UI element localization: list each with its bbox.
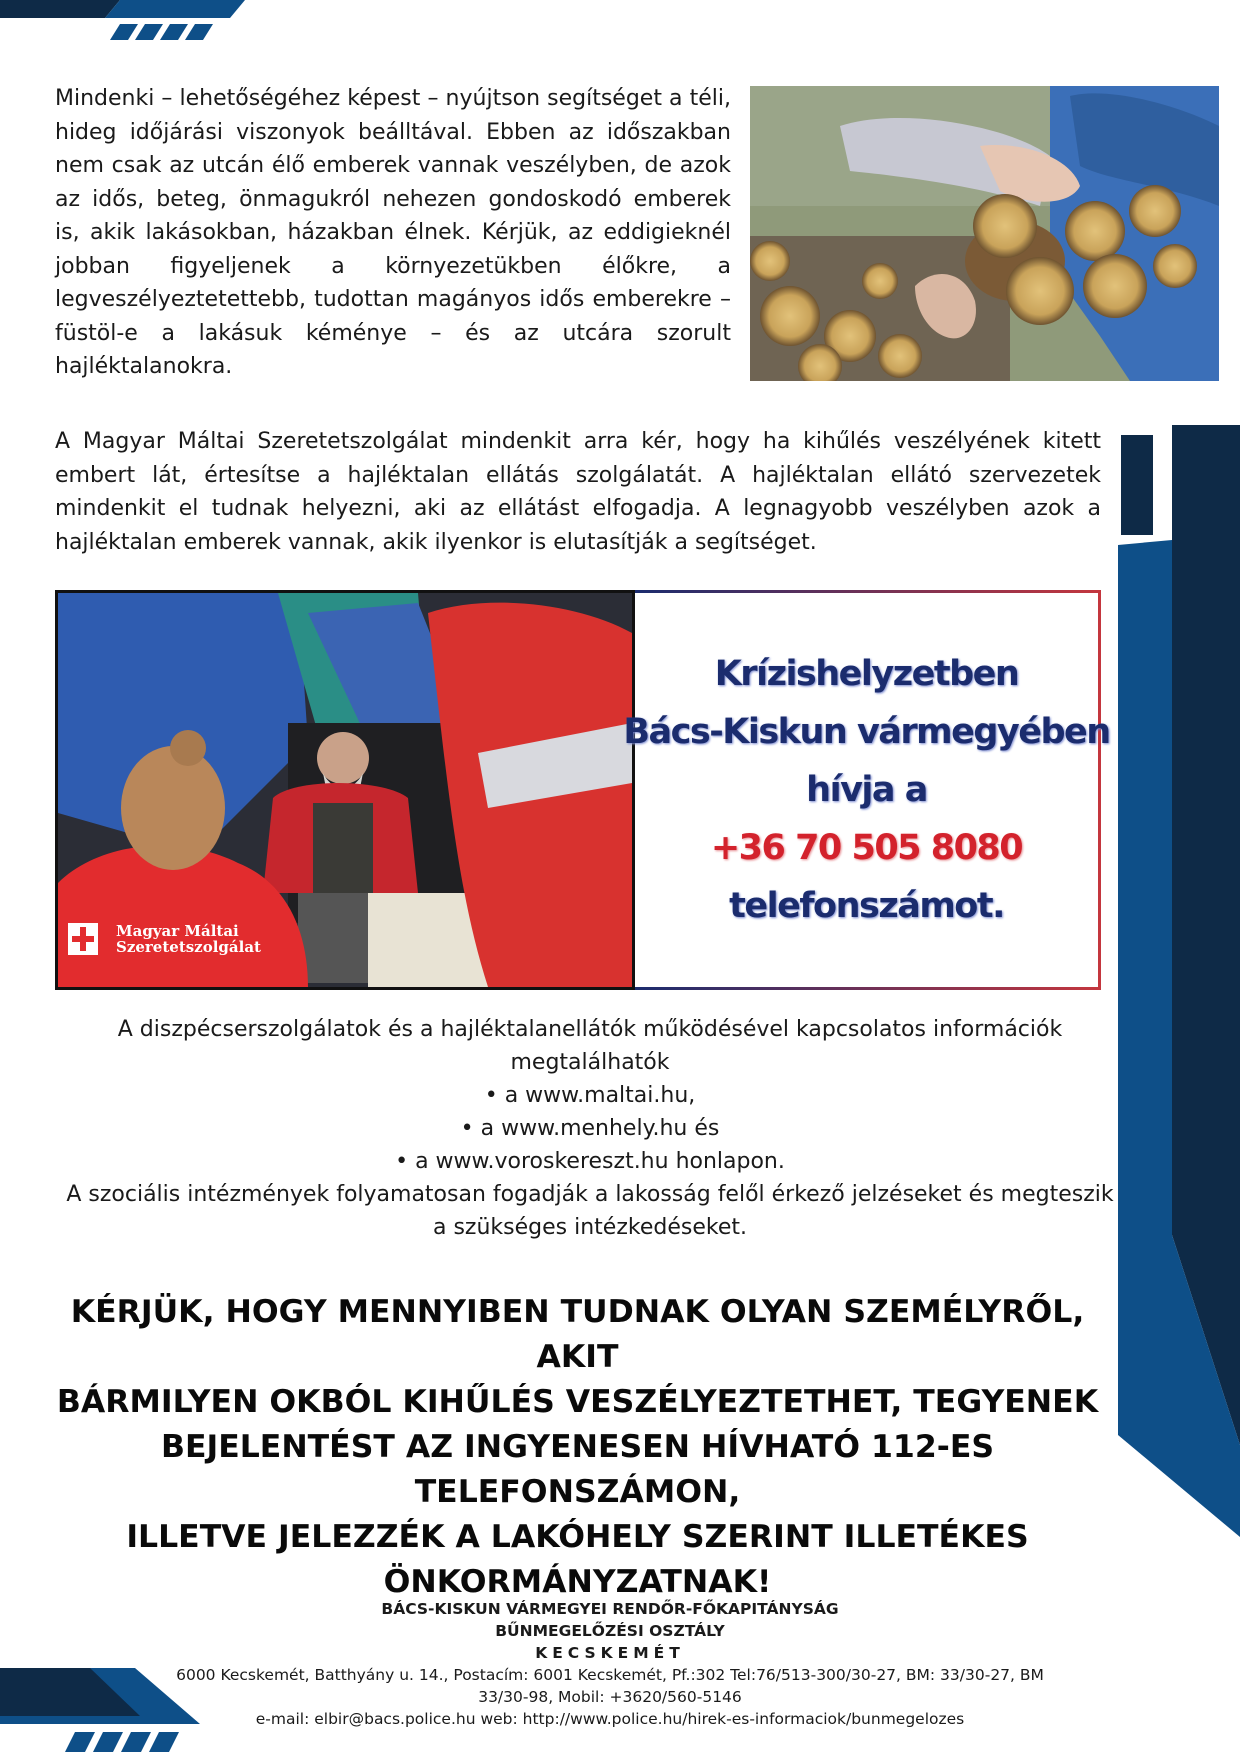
footer-address-2: 33/30-98, Mobil: +3620/560-5146 <box>478 1688 742 1706</box>
crisis-line-2: Bács-Kiskun vármegyében <box>623 712 1110 752</box>
photo-org-line1: Magyar Máltai <box>116 922 239 940</box>
info-closing-2: a szükséges intézkedéseket. <box>433 1215 747 1240</box>
crisis-line-3: hívja a <box>806 770 927 810</box>
appeal-line-1: KÉRJÜK, HOGY MENNYIBEN TUDNAK OLYAN SZEMÉLYRŐL, AKIT <box>70 1294 1085 1375</box>
footer <box>130 1598 1090 1730</box>
photo-org-line2: Szeretetszolgálat <box>116 938 261 956</box>
appeal-line-2: BÁRMILYEN OKBÓL KIHŰLÉS VESZÉLYEZTETHET, TEGYENEK <box>56 1384 1099 1420</box>
info-link-menhely[interactable]: • a www.menhely.hu és <box>460 1116 720 1141</box>
appeal-line-4: ILLETVE JELEZZÉK A LAKÓHELY SZERINT ILLETÉKES <box>126 1519 1029 1555</box>
top-left-decoration <box>0 0 260 44</box>
social-worker-photo <box>55 590 635 990</box>
appeal-line-5: ÖNKORMÁNYZATNAK! <box>383 1564 772 1600</box>
info-link-maltai[interactable]: • a www.maltai.hu, <box>484 1083 696 1108</box>
info-intro-2: megtalálhatók <box>510 1050 670 1075</box>
right-side-decoration <box>1118 425 1240 1545</box>
info-link-voroskereszt[interactable]: • a www.voroskereszt.hu honlapon. <box>395 1149 785 1174</box>
info-closing: A szociális intézmények folyamatosan fogadják a lakosság felől érkező jelzéseket és megteszik <box>66 1182 1114 1207</box>
footer-contact[interactable]: e-mail: elbir@bacs.police.hu web: http://www.police.hu/hirek-es-informaciok/bunmegelozes <box>255 1710 965 1728</box>
appeal-line-3: BEJELENTÉST AZ INGYENESEN HÍVHATÓ 112-ES TELEFONSZÁMON, <box>160 1429 995 1510</box>
info-section <box>60 1013 1120 1244</box>
maltese-paragraph: A Magyar Máltai Szeretetszolgálat mindenkit arra kér, hogy ha kihűlés veszélyének kitett embert lát, értesítse a hajléktalan ellátás szolgálatát. A hajléktalan ellátó szervezetek mindenkit el tudnak helyezni, aki az ellátást elfogadja. A legnagyobb veszélyben azok a hajléktalan emberek vannak, akik ilyenkor is elutasítják a segítséget. <box>55 429 1101 555</box>
footer-dept: BŰNMEGELŐZÉSI OSZTÁLY <box>495 1622 725 1640</box>
photo-org-logo-text <box>116 923 261 955</box>
crisis-box-bottom-gradient <box>635 987 1101 990</box>
crisis-line-5: telefonszámot. <box>729 886 1004 926</box>
appeal-text <box>40 1290 1115 1605</box>
intro-paragraph: Mindenki – lehetőségéhez képest – nyújtson segítséget a téli, hideg időjárási viszonyok beálltával. Ebben az időszakban nem csak az utcán élő emberek vannak veszélyben, de azok az idős, beteg, önmagukról nehezen gondoskodó emberek is, akik lakásokban, házakban élnek. Kérjük, az eddigieknél jobban figyeljenek a környezetükben élőkre, a legveszélyeztetettebb, tudottan magányos idős emberekre – füstöl-e a lakásuk kéménye – és az utcára szorult hajléktalanokra. <box>55 86 731 379</box>
crisis-line-1: Krízishelyzetben <box>714 654 1019 694</box>
footer-address-1: 6000 Kecskemét, Batthyány u. 14., Postacím: 6001 Kecskemét, Pf.:302 Tel:76/513-300/30-27, BM: 33/30-27, BM <box>176 1666 1044 1684</box>
firewood-photo <box>750 86 1219 381</box>
crisis-box-top-gradient <box>635 590 1101 593</box>
footer-city: KECSKEMÉT <box>535 1644 685 1662</box>
info-intro: A diszpécserszolgálatok és a hajléktalanellátók működésével kapcsolatos információk <box>117 1017 1063 1042</box>
crisis-hotline-box <box>623 590 1110 990</box>
crisis-phone-number: +36 70 505 8080 <box>710 828 1023 868</box>
footer-org: BÁCS-KISKUN VÁRMEGYEI RENDŐR-FŐKAPITÁNYSÁG <box>381 1600 839 1618</box>
